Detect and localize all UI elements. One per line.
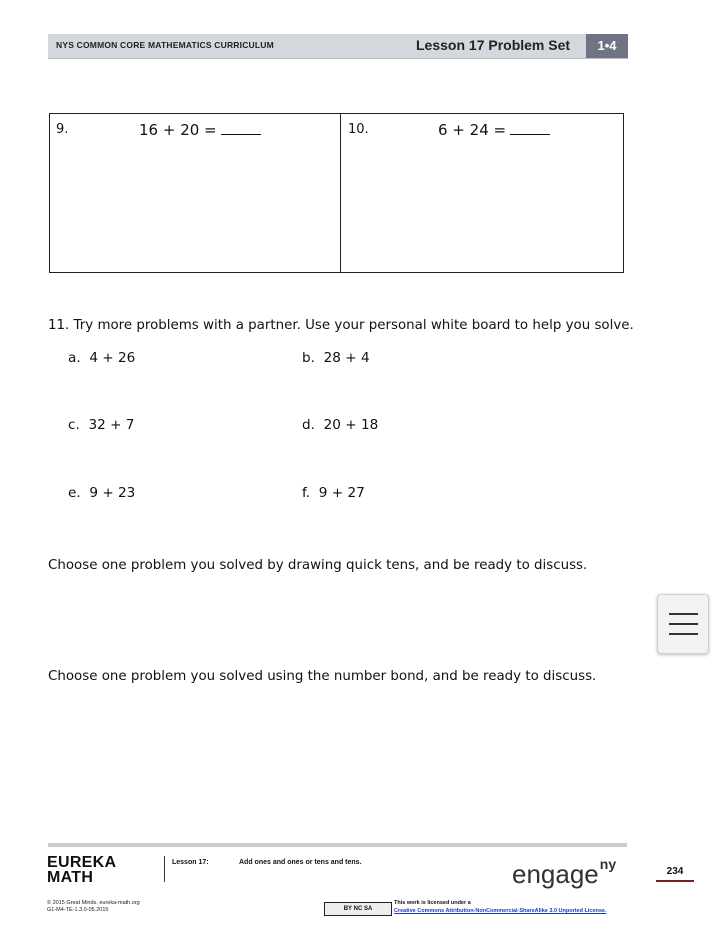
item-e bbox=[68, 485, 135, 501]
curriculum-label: NYS COMMON CORE MATHEMATICS CURRICULUM bbox=[56, 40, 274, 50]
item-a bbox=[68, 350, 135, 366]
footer-lesson-label: Lesson 17: bbox=[172, 859, 209, 866]
copyright-line-2: G1-M4-TE-1.3.0-05.2015 bbox=[47, 907, 109, 913]
item-label: b. bbox=[302, 350, 315, 366]
item-d bbox=[302, 417, 378, 433]
footer-lesson-description: Add ones and ones or tens and tens. bbox=[239, 859, 362, 866]
item-f bbox=[302, 485, 365, 501]
problem-9-number: 9. bbox=[56, 122, 69, 137]
copyright bbox=[47, 900, 140, 914]
cc-license-badge[interactable]: BY NC SA bbox=[324, 902, 392, 916]
module-badge: 1•4 bbox=[586, 34, 628, 58]
table-divider bbox=[340, 114, 341, 272]
problem-9-expression bbox=[139, 120, 261, 139]
item-label: d. bbox=[302, 417, 315, 433]
problem-10-text: 6 + 24 = bbox=[438, 121, 507, 139]
item-label: c. bbox=[68, 417, 80, 433]
problem-10-number: 10. bbox=[348, 122, 369, 137]
item-expression: 20 + 18 bbox=[323, 417, 379, 433]
item-expression: 32 + 7 bbox=[88, 417, 135, 433]
problem-10-expression bbox=[438, 120, 550, 139]
item-expression: 9 + 23 bbox=[89, 485, 136, 501]
item-c bbox=[68, 417, 134, 433]
item-b bbox=[302, 350, 370, 366]
logo-line-2: MATH bbox=[47, 869, 94, 886]
license-link[interactable]: Creative Commons Attribution-NonCommercial-ShareAlike 3.0 Unported License. bbox=[394, 908, 607, 914]
problem-table bbox=[49, 113, 624, 273]
problem-9-text: 16 + 20 = bbox=[139, 121, 217, 139]
item-expression: 28 + 4 bbox=[323, 350, 370, 366]
item-label: e. bbox=[68, 485, 81, 501]
engage-text: engage bbox=[512, 859, 599, 889]
answer-blank bbox=[221, 120, 261, 135]
menu-button[interactable] bbox=[657, 594, 709, 654]
item-label: f. bbox=[302, 485, 311, 501]
item-expression: 4 + 26 bbox=[89, 350, 136, 366]
item-label: a. bbox=[68, 350, 81, 366]
discuss-number-bond: Choose one problem you solved using the number bond, and be ready to discuss. bbox=[48, 669, 597, 684]
footer-divider bbox=[164, 856, 165, 882]
engageny-logo bbox=[512, 856, 616, 890]
copyright-line-1: © 2015 Great Minds. eureka-math.org bbox=[47, 900, 140, 906]
page-number: 234 bbox=[656, 866, 694, 882]
license-text: This work is licensed under a bbox=[394, 900, 471, 906]
footer-rule bbox=[48, 843, 627, 847]
item-expression: 9 + 27 bbox=[318, 485, 365, 501]
page-title: Lesson 17 Problem Set bbox=[416, 37, 571, 53]
engage-sup: ny bbox=[599, 856, 617, 872]
logo-line-1: EUREKA bbox=[47, 854, 117, 871]
eureka-math-logo bbox=[47, 855, 116, 885]
question-11-prompt: 11. Try more problems with a partner. Use your personal white board to help you solve. bbox=[48, 318, 634, 333]
discuss-quick-tens: Choose one problem you solved by drawing quick tens, and be ready to discuss. bbox=[48, 558, 588, 573]
answer-blank bbox=[510, 120, 550, 135]
